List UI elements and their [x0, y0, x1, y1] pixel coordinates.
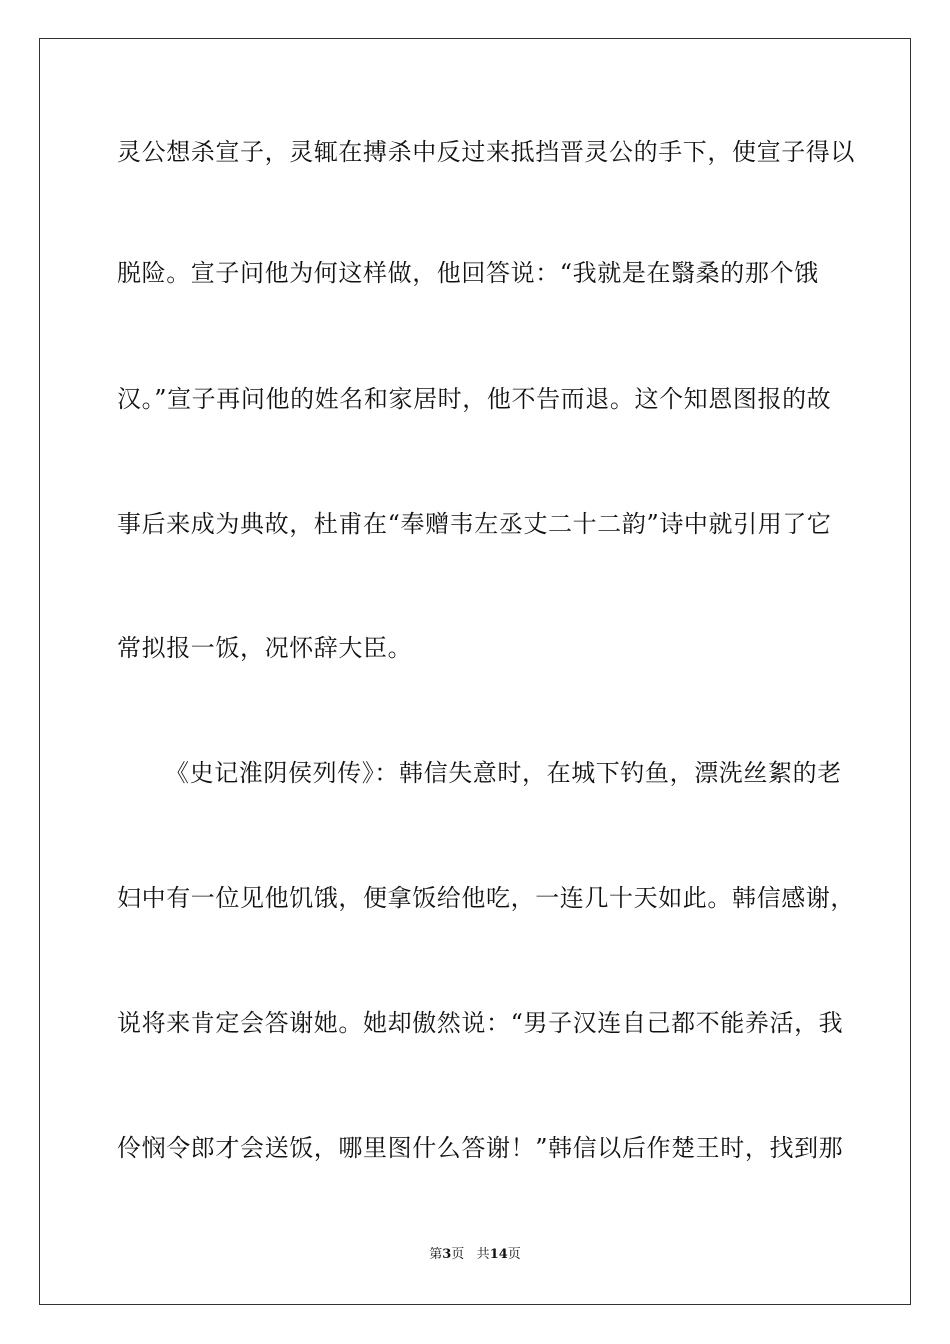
- page-footer: [0, 1247, 950, 1263]
- text-line-3: 汉。”宣子再问他的姓名和家居时，他不告而退。这个知恩图报的故: [117, 385, 832, 413]
- text-line-8: 说将来肯定会答谢她。她却傲然说：“男子汉连自己都不能养活，我: [117, 1009, 844, 1037]
- page-number: 3: [442, 1247, 452, 1262]
- total-suffix: 页: [507, 1247, 521, 1262]
- text-line-9: 伶悯令郎才会送饭，哪里图什么答谢！”韩信以后作楚王时，找到那: [117, 1134, 844, 1162]
- text-line-1: 灵公想杀宣子，灵辄在搏杀中反过来抵挡晋灵公的手下，使宣子得以: [117, 138, 855, 166]
- text-line-2: 脱险。宣子问他为何这样做，他回答说：“我就是在翳桑的那个饿: [117, 259, 819, 287]
- total-pages: 14: [489, 1247, 508, 1262]
- text-line-4: 事后来成为典故，杜甫在“奉赠韦左丞丈二十二韵”诗中就引用了它: [117, 510, 832, 538]
- text-line-7: 妇中有一位见他饥饿，便拿饭给他吃，一连几十天如此。韩信感谢，: [117, 884, 855, 912]
- text-line-5: 常拟报一饭，况怀辞大臣。: [117, 634, 413, 662]
- text-line-6: 《史记淮阴侯列传》：韩信失意时，在城下钓鱼，漂洗丝絮的老: [165, 759, 842, 787]
- page-prefix: 第: [429, 1247, 443, 1262]
- page-border: [39, 38, 911, 1305]
- page-suffix: 页: [451, 1247, 465, 1262]
- total-prefix: 共: [476, 1247, 490, 1262]
